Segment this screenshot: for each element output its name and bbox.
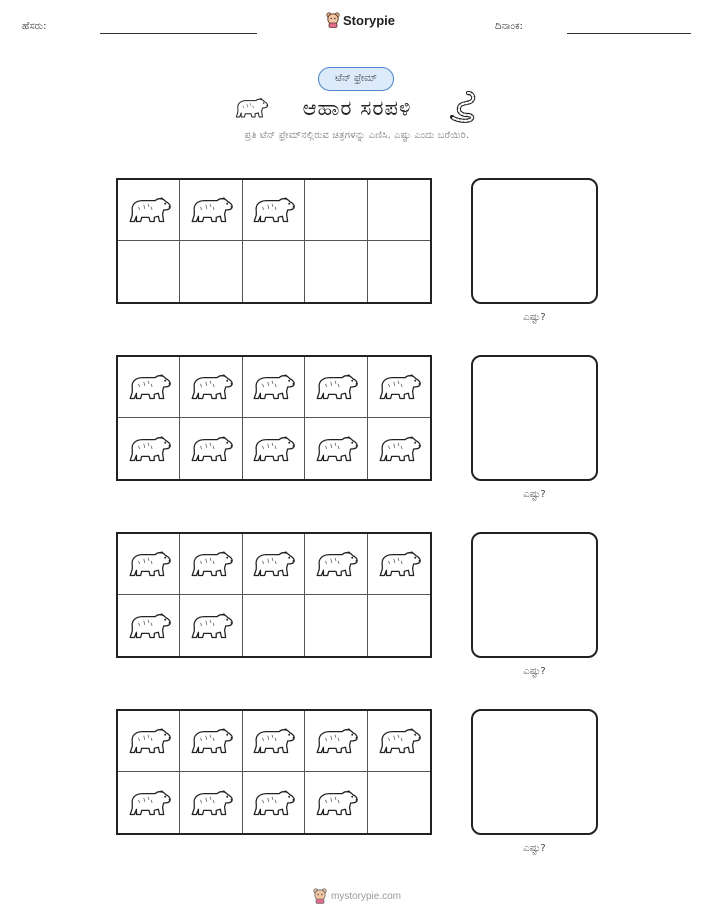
ten-frame-cell <box>305 418 367 479</box>
polar-bear-icon <box>376 548 422 580</box>
ten-frame-cell <box>243 711 305 772</box>
how-many-label: ಎಷ್ಟು? <box>523 312 546 323</box>
polar-bear-icon <box>250 371 296 403</box>
polar-bear-icon <box>126 194 172 226</box>
polar-bear-icon <box>126 787 172 819</box>
ten-frame-cell <box>180 241 242 302</box>
polar-bear-icon <box>126 610 172 642</box>
date-label: ದಿನಾಂಕ: <box>495 21 523 32</box>
answer-box[interactable] <box>471 355 598 481</box>
polar-bear-icon <box>233 95 269 121</box>
storypie-logo <box>326 12 395 28</box>
polar-bear-icon <box>250 548 296 580</box>
title-row <box>0 93 714 125</box>
polar-bear-icon <box>313 787 359 819</box>
how-many-label: ಎಷ್ಟು? <box>523 843 546 854</box>
ten-frame-cell <box>243 534 305 595</box>
polar-bear-icon <box>188 610 234 642</box>
ten-frame-cell <box>368 418 430 479</box>
ten-frame <box>116 532 432 658</box>
how-many-label: ಎಷ್ಟು? <box>523 489 546 500</box>
ten-frame-cell <box>305 711 367 772</box>
date-line[interactable] <box>567 33 691 34</box>
polar-bear-icon <box>188 548 234 580</box>
ten-frame-cell <box>118 241 180 302</box>
ten-frame-cell <box>368 772 430 833</box>
ten-frame-cell <box>243 418 305 479</box>
polar-bear-icon <box>126 433 172 465</box>
ten-frame-cell <box>368 180 430 241</box>
ten-frame-cell <box>305 241 367 302</box>
polar-bear-icon <box>313 548 359 580</box>
ten-frame-cell <box>243 357 305 418</box>
ten-frame-cell <box>305 357 367 418</box>
polar-bear-icon <box>313 433 359 465</box>
polar-bear-icon <box>313 725 359 757</box>
ten-frame <box>116 709 432 835</box>
polar-bear-icon <box>126 725 172 757</box>
polar-bear-icon <box>313 371 359 403</box>
ten-frame-badge: ಟೆನ್ ಫ್ರೇಮ್ <box>318 67 394 91</box>
polar-bear-icon <box>188 194 234 226</box>
ten-frame-cell <box>305 772 367 833</box>
polar-bear-icon <box>126 548 172 580</box>
polar-bear-icon <box>376 433 422 465</box>
ten-frame-cell <box>305 595 367 656</box>
polar-bear-icon <box>250 433 296 465</box>
polar-bear-icon <box>188 433 234 465</box>
name-line[interactable] <box>100 33 257 34</box>
ten-frame-cell <box>180 534 242 595</box>
storypie-mascot-icon <box>326 12 340 28</box>
ten-frame-cell <box>118 772 180 833</box>
polar-bear-icon <box>188 371 234 403</box>
polar-bear-icon <box>188 787 234 819</box>
ten-frame-cell <box>305 180 367 241</box>
answer-box[interactable] <box>471 178 598 304</box>
ten-frame-cell <box>180 711 242 772</box>
ten-frame-cell <box>243 241 305 302</box>
page-title: ಆಹಾರ ಸರಪಳಿ <box>302 96 412 120</box>
ten-frame-cell <box>180 418 242 479</box>
ten-frame-cell <box>118 418 180 479</box>
ten-frame <box>116 355 432 481</box>
storypie-mascot-icon <box>313 888 327 904</box>
ten-frame-cell <box>243 595 305 656</box>
ten-frame-cell <box>118 180 180 241</box>
ten-frame-cell <box>368 357 430 418</box>
brand-name: Storypie <box>343 12 396 28</box>
name-label: ಹೆಸರು: <box>22 21 47 32</box>
answer-box[interactable] <box>471 709 598 835</box>
ten-frame-cell <box>305 534 367 595</box>
polar-bear-icon <box>250 194 296 226</box>
ten-frame-cell <box>118 357 180 418</box>
polar-bear-icon <box>376 371 422 403</box>
ten-frame-cell <box>368 241 430 302</box>
ten-frame-cell <box>180 595 242 656</box>
page-footer <box>0 885 714 907</box>
ten-frame-cell <box>180 357 242 418</box>
answer-box[interactable] <box>471 532 598 658</box>
ten-frame-cell <box>118 595 180 656</box>
polar-bear-icon <box>250 787 296 819</box>
ten-frame <box>116 178 432 304</box>
page-header <box>0 0 714 50</box>
polar-bear-icon <box>126 371 172 403</box>
ten-frame-cell <box>368 711 430 772</box>
polar-bear-icon <box>188 725 234 757</box>
polar-bear-icon <box>376 725 422 757</box>
ten-frame-cell <box>243 772 305 833</box>
polar-bear-icon <box>250 725 296 757</box>
ten-frame-cell <box>180 180 242 241</box>
ten-frame-cell <box>368 534 430 595</box>
snake-icon <box>446 89 480 123</box>
ten-frame-cell <box>180 772 242 833</box>
ten-frame-cell <box>118 534 180 595</box>
footer-url: mystorypie.com <box>330 890 401 902</box>
how-many-label: ಎಷ್ಟು? <box>523 666 546 677</box>
ten-frame-cell <box>118 711 180 772</box>
ten-frame-cell <box>243 180 305 241</box>
ten-frame-cell <box>368 595 430 656</box>
instructions: ಪ್ರತಿ ಟೆನ್ ಫ್ರೇಮ್‌ನಲ್ಲಿರುವ ಚಿತ್ರಗಳನ್ನು ಎಣಿಸಿ. ಎಷ್ಟು ಎಂದು ಬರೆಯಿರಿ. <box>244 130 470 141</box>
